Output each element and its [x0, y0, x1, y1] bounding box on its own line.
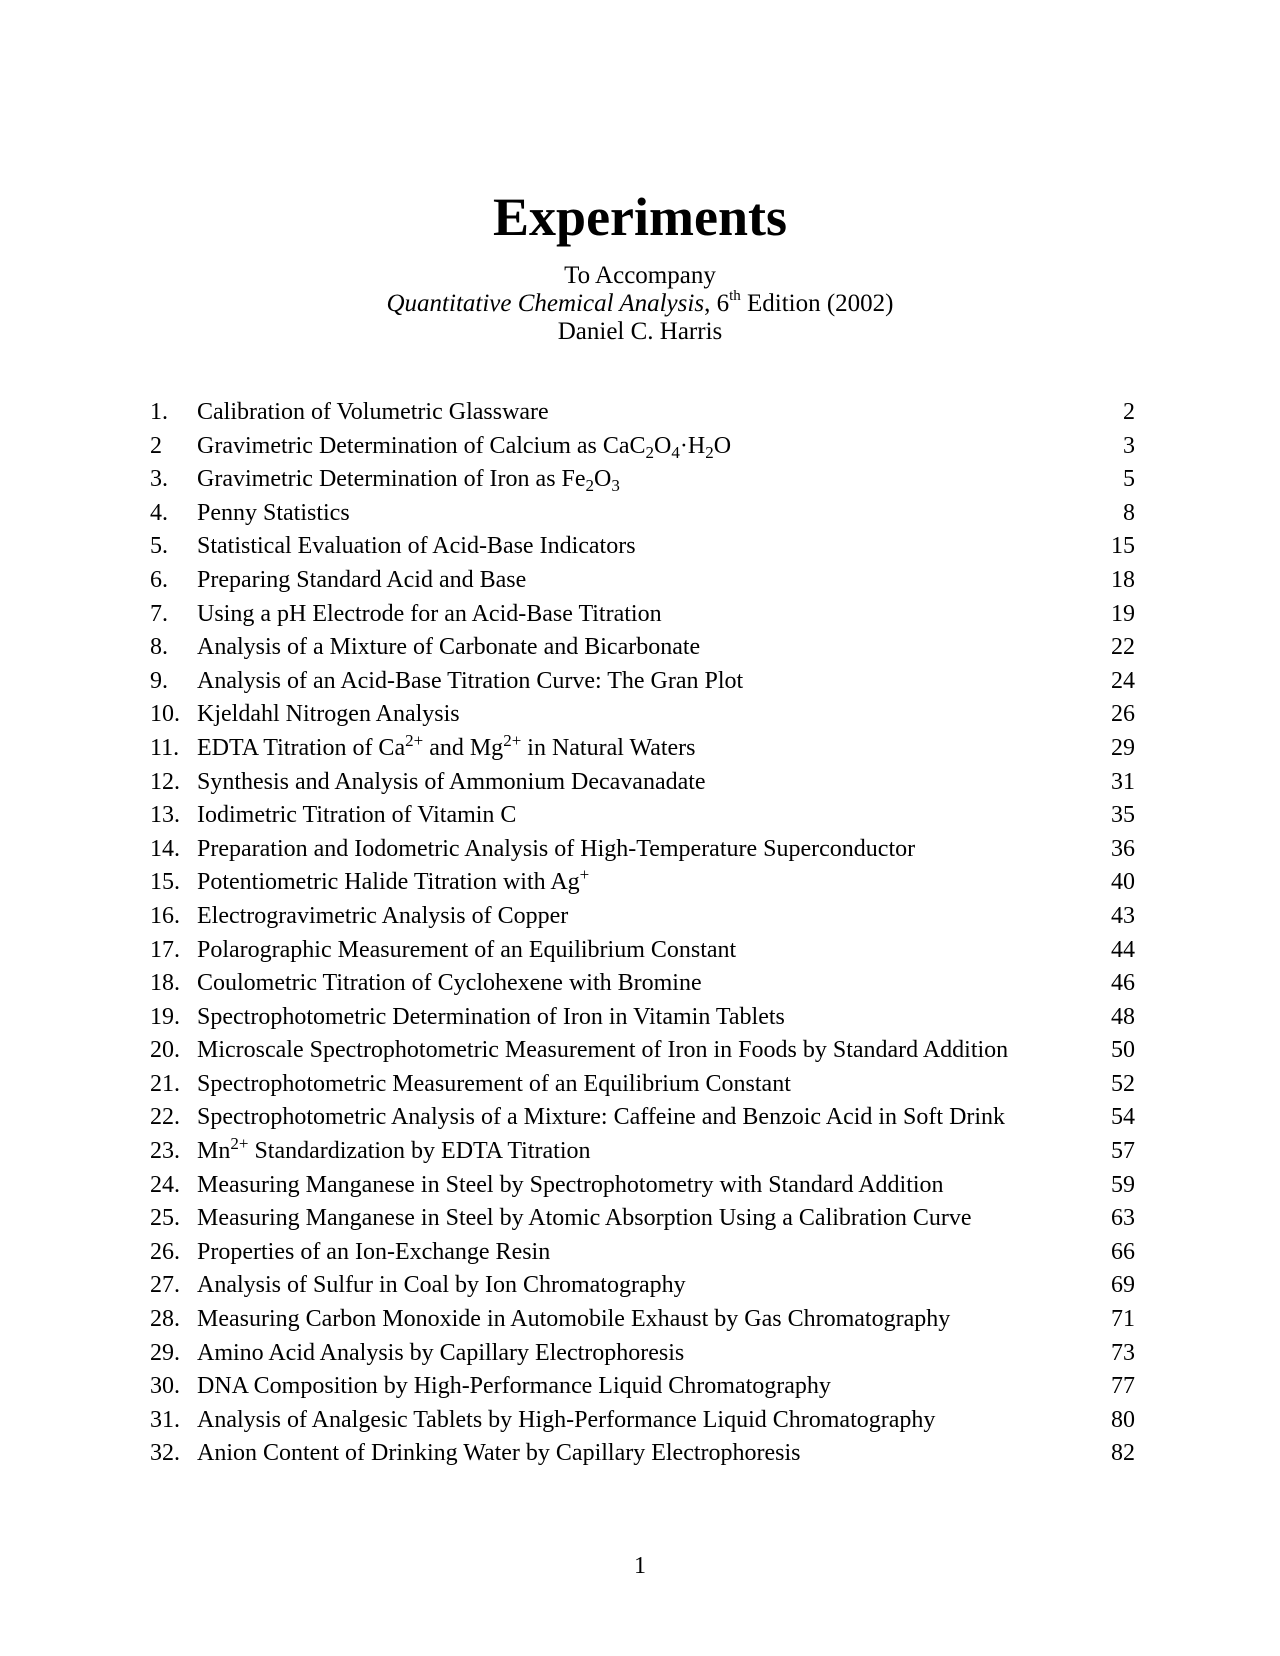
edition-rest: Edition (2002) [740, 290, 894, 317]
toc-title: Synthesis and Analysis of Ammonium Decavanadate [197, 768, 706, 795]
book-title: Quantitative Chemical Analysis [386, 290, 705, 317]
toc-page-number: 19 [1111, 600, 1135, 627]
toc-page-number: 54 [1111, 1104, 1135, 1131]
toc-number: 31. [150, 1406, 180, 1433]
subtitle-block [0, 262, 1280, 346]
toc-title: Kjeldahl Nitrogen Analysis [197, 701, 460, 728]
toc-title: Amino Acid Analysis by Capillary Electrophoresis [197, 1339, 685, 1366]
toc-title: Analysis of Analgesic Tablets by High-Performance Liquid Chromatography [197, 1406, 936, 1433]
toc-title: Measuring Carbon Monoxide in Automobile Exhaust by Gas Chromatography [197, 1306, 951, 1333]
toc-row [150, 833, 1135, 867]
toc-number: 16. [150, 902, 180, 929]
toc-number: 2 [150, 432, 162, 459]
toc-number: 14. [150, 835, 180, 862]
toc-number: 4. [150, 499, 168, 526]
toc-title: Penny Statistics [197, 499, 350, 526]
toc-title: Iodimetric Titration of Vitamin C [197, 802, 517, 829]
toc-page-number: 46 [1111, 970, 1135, 997]
toc-number: 1. [150, 399, 168, 425]
toc-number: 18. [150, 970, 180, 997]
toc-row [150, 799, 1135, 833]
toc-number: 8. [150, 634, 168, 661]
toc-title: EDTA Titration of $Ca^{2+}$ and $Mg^{2+}$ in Natural Waters [197, 730, 696, 761]
toc-row [150, 732, 1135, 766]
toc-number: 24. [150, 1171, 180, 1198]
toc-title: DNA Composition by High-Performance Liquid Chromatography [197, 1373, 831, 1400]
toc-title: Statistical Evaluation of Acid-Base Indicators [197, 533, 636, 560]
toc-page-number: 44 [1111, 936, 1135, 963]
toc-title: Electrogravimetric Analysis of Copper [197, 902, 569, 929]
toc-row [150, 598, 1135, 632]
toc-title: Measuring Manganese in Steel by Atomic Absorption Using a Calibration Curve [197, 1205, 972, 1232]
toc-row [150, 564, 1135, 598]
toc-row [150, 1337, 1135, 1371]
toc-page-number: 5 [1123, 466, 1135, 493]
toc-page-number: 77 [1111, 1373, 1135, 1400]
toc-title: Spectrophotometric Measurement of an Equilibrium Constant [197, 1070, 791, 1097]
toc-row [150, 1034, 1135, 1068]
toc-row [150, 1202, 1135, 1236]
toc-page-number: 18 [1111, 566, 1135, 593]
toc-row [150, 463, 1135, 497]
toc-row [150, 1303, 1135, 1337]
toc-page-number: 22 [1111, 634, 1135, 661]
toc-title: Preparing Standard Acid and Base [197, 566, 527, 593]
toc-row [150, 698, 1135, 732]
toc-title: Gravimetric Determination of Iron as $Fe_2O_3$ [197, 466, 620, 496]
toc-title: Spectrophotometric Analysis of a Mixture: Caffeine and Benzoic Acid in Soft Drink [197, 1104, 1006, 1131]
toc-number: 10. [150, 701, 180, 728]
toc-row [150, 900, 1135, 934]
toc-page-number: 71 [1111, 1306, 1135, 1333]
toc-number: 12. [150, 768, 180, 795]
toc-page-number: 73 [1111, 1339, 1135, 1366]
toc-row [150, 967, 1135, 1001]
toc-page-number: 24 [1111, 667, 1135, 694]
toc-number: 17. [150, 936, 180, 963]
toc-row [150, 1068, 1135, 1102]
toc-title: Analysis of an Acid-Base Titration Curve: The Gran Plot [197, 667, 744, 694]
toc-title: Microscale Spectrophotometric Measurement of Iron in Foods by Standard Addition [197, 1037, 1009, 1064]
toc-page-number: 57 [1111, 1138, 1135, 1165]
toc-number: 25. [150, 1205, 180, 1232]
toc-title: Coulometric Titration of Cyclohexene with Bromine [197, 970, 702, 997]
toc-title: Preparation and Iodometric Analysis of High-Temperature Superconductor [197, 835, 916, 862]
toc-row [150, 396, 1135, 430]
toc-title: Potentiometric Halide Titration with Ag+ [197, 865, 590, 896]
toc-number: 20. [150, 1037, 180, 1064]
toc-title: Analysis of a Mixture of Carbonate and Bicarbonate [197, 634, 701, 661]
toc-page-number: 80 [1111, 1406, 1135, 1433]
toc-row [150, 1269, 1135, 1303]
toc-page-number: 35 [1111, 802, 1135, 829]
toc-row [150, 1370, 1135, 1404]
toc-title: Measuring Manganese in Steel by Spectrophotometry with Standard Addition [197, 1171, 944, 1198]
toc-number: 23. [150, 1138, 180, 1165]
page-title: Experiments [493, 187, 787, 248]
toc-page-number: 15 [1111, 533, 1135, 560]
toc-title: Anion Content of Drinking Water by Capillary Electrophoresis [197, 1440, 801, 1467]
toc-page-number: 31 [1111, 768, 1135, 795]
toc-page-number: 3 [1123, 432, 1135, 459]
toc-number: 7. [150, 600, 168, 627]
subtitle-accompany: To Accompany [564, 262, 716, 289]
toc-number: 3. [150, 466, 168, 493]
toc-page-number: 82 [1111, 1440, 1135, 1467]
toc-page-number: 8 [1123, 499, 1135, 526]
toc-page-number: 69 [1111, 1272, 1135, 1299]
toc-page-number: 2 [1123, 399, 1135, 425]
toc-row [150, 530, 1135, 564]
toc-title: Polarographic Measurement of an Equilibrium Constant [197, 936, 737, 963]
toc-page-number: 66 [1111, 1238, 1135, 1265]
toc-title: Spectrophotometric Determination of Iron in Vitamin Tablets [197, 1003, 785, 1030]
toc-row [150, 1236, 1135, 1270]
toc-row [150, 497, 1135, 531]
toc-row [150, 866, 1135, 900]
toc-page-number: 26 [1111, 701, 1135, 728]
author-name: Daniel C. Harris [557, 318, 723, 345]
toc-title: Gravimetric Determination of Calcium as $CaC_2O_4\cdot H_2O$ [197, 432, 732, 462]
toc-number: 26. [150, 1238, 180, 1265]
toc-title: $Mn^{2+}$ Standardization by EDTA Titration [197, 1134, 591, 1165]
toc-number: 9. [150, 667, 168, 694]
toc-row [150, 1437, 1135, 1471]
toc-page-number: 48 [1111, 1003, 1135, 1030]
toc-page-number: 59 [1111, 1171, 1135, 1198]
toc-row [150, 1001, 1135, 1035]
toc-page-number: 63 [1111, 1205, 1135, 1232]
edition-suffix: th [729, 287, 741, 304]
toc-page-number: 52 [1111, 1070, 1135, 1097]
toc-number: 5. [150, 533, 168, 560]
toc-title: Properties of an Ion-Exchange Resin [197, 1238, 551, 1265]
toc-number: 22. [150, 1104, 180, 1131]
toc-number: 28. [150, 1306, 180, 1333]
toc-title: Calibration of Volumetric Glassware [197, 399, 549, 425]
toc-page-number: 40 [1111, 869, 1135, 896]
toc-row [150, 1169, 1135, 1203]
toc-number: 15. [150, 869, 180, 896]
toc-row [150, 1404, 1135, 1438]
toc-row [150, 1135, 1135, 1169]
toc-number: 32. [150, 1440, 180, 1467]
edition-number: 6 [716, 290, 730, 317]
toc-row [150, 631, 1135, 665]
toc-number: 19. [150, 1003, 180, 1030]
toc-number: 27. [150, 1272, 180, 1299]
toc-row [150, 934, 1135, 968]
toc-row [150, 766, 1135, 800]
toc-title: Analysis of Sulfur in Coal by Ion Chromatography [197, 1272, 686, 1299]
toc-page-number: 43 [1111, 902, 1135, 929]
toc-number: 29. [150, 1339, 180, 1366]
toc-row [150, 430, 1135, 464]
toc-page-number: 50 [1111, 1037, 1135, 1064]
toc-title: Using a pH Electrode for an Acid-Base Titration [197, 600, 662, 627]
toc-number: 6. [150, 566, 168, 593]
toc-number: 21. [150, 1070, 180, 1097]
subtitle-book-line: Quantitative Chemical Analysis, 6th Edition (2002) [386, 287, 894, 317]
table-of-contents [150, 396, 1135, 1471]
toc-number: 13. [150, 802, 180, 829]
page-number: 1 [634, 1553, 646, 1579]
toc-page-number: 36 [1111, 835, 1135, 862]
toc-page-number: 29 [1111, 734, 1135, 761]
toc-row [150, 1101, 1135, 1135]
toc-row [150, 665, 1135, 699]
toc-number: 11. [150, 734, 180, 761]
toc-number: 30. [150, 1373, 180, 1400]
